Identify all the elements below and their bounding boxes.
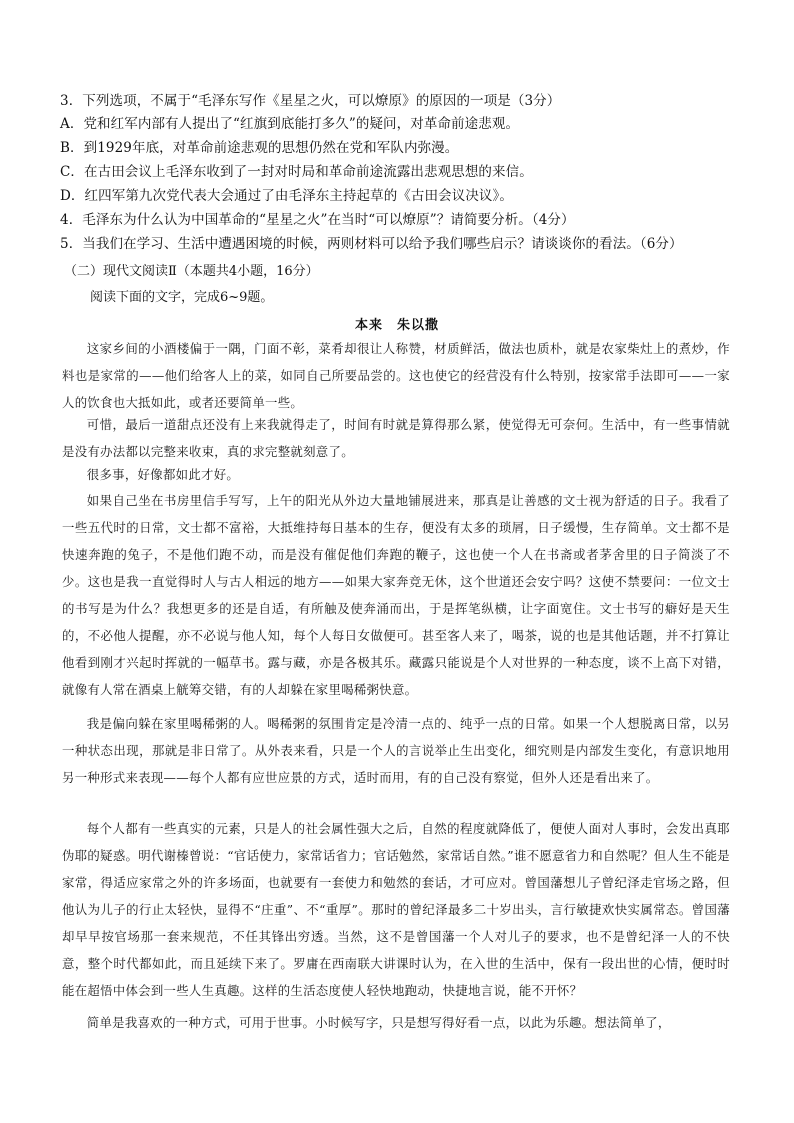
section-instruction: 阅读下面的文字，完成6~9题。 (90, 290, 274, 305)
option-a: A．党和红军内部有人提出了“红旗到底能打多久”的疑问，对革命前途悲观。 (60, 116, 520, 132)
question-4: 4．毛泽东为什么认为中国革命的“星星之火”在当时“可以燎原”？请简要分析。（4分） (60, 212, 575, 228)
essay-title: 本来 朱以撒 (354, 318, 439, 333)
question-3: 3．下列选项，不属于“毛泽东写作《星星之火，可以燎原》的原因的一项是（3分） (60, 93, 561, 109)
essay-paragraph (62, 335, 730, 416)
essay-paragraph (62, 815, 730, 1004)
essay-paragraph (62, 710, 730, 818)
option-b: B．到1929年底，对革命前途悲观的思想仍然在党和军队内弥漫。 (60, 140, 459, 156)
option-c: C．在古田会议上毛泽东收到了一封对时局和革命前途流露出悲观思想的来信。 (60, 164, 533, 180)
paragraph-text: 我是偏向躲在家里喝稀粥的人。喝稀粥的氛围肯定是冷清一点的、纯乎一点的日常。如果一个人想脱离日常，以另一种状态出现，那就是非日常了。从外表来看，只是一个人的言说举止生出变化，细究则是内部发生变化，有意识地用另一种形式来表现——每个人都有应世应景的方式，适时而用，有的自己没有察觉，但外人还是看出来了。 (62, 716, 730, 785)
essay-paragraph (62, 411, 730, 465)
paragraph-text: 如果自己坐在书房里信手写写，上午的阳光从外边大量地铺展进来，那真是让善感的文士视为舒适的日子。我看了一些五代时的日常，文士都不富裕，大抵维持每日基本的生存，便没有太多的琐屑，日子缓慢，生存简单。文士都不是快速奔跑的兔子，不是他们跑不动，而是没有催促他们奔跑的鞭子，这也使一个人在书斋或者茅舍里的日子简淡了不少。这也是我一直觉得时人与古人相远的地方——如果大家奔竞无休，这个世道还会安宁吗？这使不禁要问：一位文士的书写是为什么？我想更多的还是自适，有所触及使奔涌而出，于是挥笔纵横，让字面宽住。文士书写的癖好是天生的，不必他人提醒，亦不必说与他人知，每个人每日女做便可。甚至客人来了，喝茶，说的也是其他话题，并不打算让他看到刚才兴起时挥就的一幅草书。露与藏，亦是各极其乐。藏露只能说是个人对世界的一种态度，谈不上高下对错，就像有人常在酒桌上觥筹交错，有的人却躲在家里喝稀粥快意。 (62, 493, 730, 697)
essay-paragraph (62, 487, 730, 703)
paragraph-text: 简单是我喜欢的一种方式，可用于世事。小时候写字，只是想写得好看一点，以此为乐趣。想法简单了， (86, 1015, 671, 1030)
question-5: 5．当我们在学习、生活中遭遇困境的时候，两则材料可以给予我们哪些启示？请谈谈你的看法。（6分） (60, 236, 683, 252)
essay-paragraph (62, 1009, 730, 1063)
paragraph-text: 这家乡间的小酒楼偏于一隅，门面不彰，菜肴却很让人称赞，材质鲜活，做法也质朴，就是农家柴灶上的煮炒，作料也是家常的——他们给客人上的菜，如同自己所要品尝的。这也使它的经营没有什么特别，按家常手法即可——一家人的饮食也大抵如此，或者还要简单一些。 (62, 341, 730, 410)
section-heading: （二）现代文阅读Ⅱ（本题共4小题，16分） (64, 264, 319, 279)
paragraph-text: 每个人都有一些真实的元素，只是人的社会属性强大之后，自然的程度就降低了，便使人面对人事时，会发出真耶伪耶的疑惑。明代谢榛曾说：“官话使力，家常话省力；官话勉然，家常话自然。”谁不愿意省力和自然呢？但人生不能是家常，得适应家常之外的许多场面，也就要有一套使力和勉然的套话，才可应对。曾国藩想儿子曾纪泽走官场之路，但他认为儿子的行止太轻快，显得不“庄重”、不“重厚”。那时的曾纪泽最多二十岁出头，言行敏捷欢快实属常态。曾国藩却早早按官场那一套来规范，不任其锋出穷透。当然，这不是曾国藩一个人对儿子的要求，也不是曾纪泽一人的不快意，整个时代都如此，而且延续下来了。罗庸在西南联大讲课时认为，在入世的生活中，保有一段出世的心情，便时时能在超悟中体会到一些人生真趣。这样的生活态度使人轻快地跑动，快捷地言说，能不开怀？ (62, 821, 730, 998)
essay-paragraph (62, 461, 730, 488)
option-d: D．红四军第九次党代表大会通过了由毛泽东主持起草的《古田会议决议》。 (60, 188, 513, 204)
paragraph-text: 可惜，最后一道甜点还没有上来我就得走了，时间有时就是算得那么紧，使觉得无可奈何。生活中，有一些事情就是没有办法都以完整来收束，真的求完整就刻意了。 (62, 417, 730, 459)
paragraph-text: 很多事，好像都如此才好。 (86, 467, 240, 482)
